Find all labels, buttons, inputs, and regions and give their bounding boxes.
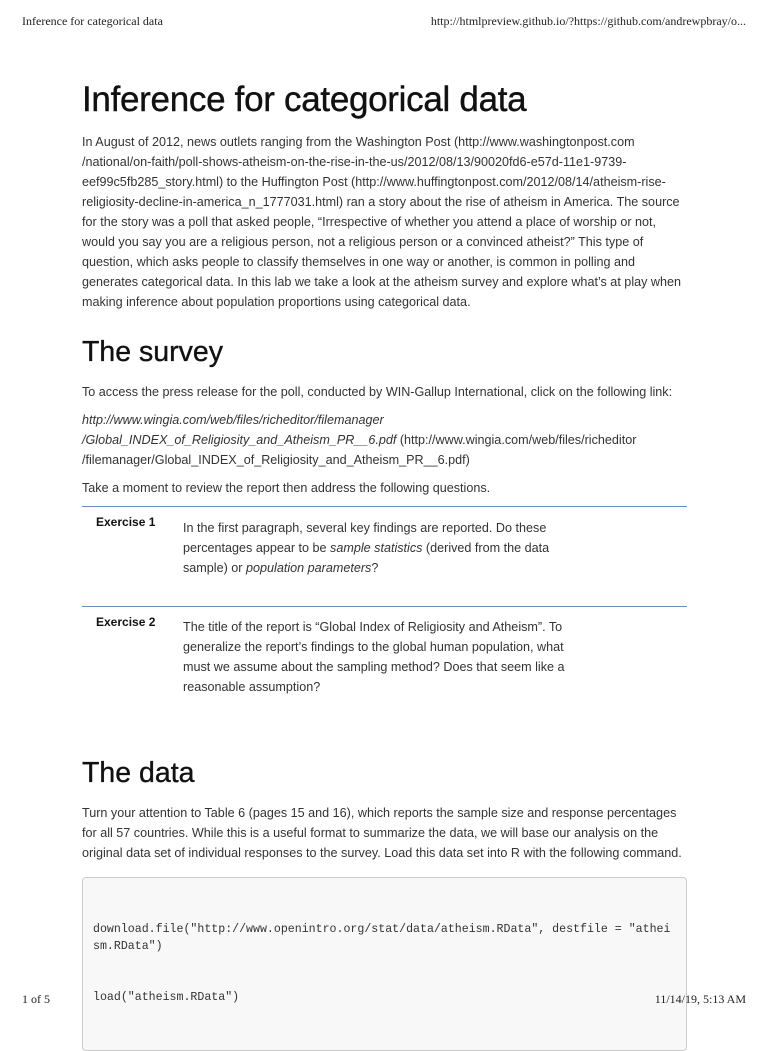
survey-intro-paragraph: To access the press release for the poll, conducted by WIN-Gallup International, click on the following link: [82,385,673,399]
intro-paragraph: In August of 2012, news outlets ranging from the Washington Post (http://www.washingtonpost.com /national/on-faith/poll-shows-atheism-on-the-rise-in-the-us/2012/08/13/90020fd6-e57d-11e1-9739-eef99c5fb285_story.html) to the Huffington Post (http://www.huffingtonpost.com/2012/08/14/atheism-rise-religiosity-decline-in-america_n_1777031.html) ran a story about the rise of atheism in America. The source for the story was a poll that asked people, “Irrespective of whether you attend a place of worship or not, would you say you are a religious person, not a religious person or a convinced atheist?” This type of question, which asks people to classify themselves in one way or another, is common in polling and generates categorical data. In this lab we take a look at the atheism survey and explore what’s at play when making inference about population proportions using categorical data. [82,135,682,309]
exercise-2 [82,606,687,725]
survey-heading: The survey [82,336,223,368]
data-heading: The data [82,757,195,789]
data-paragraph: Turn your attention to Table 6 (pages 15 and 16), which reports the sample size and response percentages for all 57 countries. While this is a useful format to summarize the data, we will base our analysis on the original data set of individual responses to the survey. Load this data set into R with the following command. [82,806,682,860]
exercise-1-emphasis: sample statistics [330,541,423,555]
page-number: 1 of 5 [22,992,50,1006]
exercise-2-label: Exercise 2 [96,615,156,629]
exercise-1-label: Exercise 1 [96,515,156,529]
exercise-1-text-part: In the first paragraph, several key findings are reported. Do these percentages appear to be [183,521,547,555]
report-link[interactable]: http://www.wingia.com/web/files/richeditor/filemanager /Global_INDEX_of_Religiosity_and_Atheism_PR__6.pdf [82,413,397,447]
code-line: load("atheism.RData") [93,991,240,1004]
exercise-1 [82,506,687,606]
print-header-title: Inference for categorical data [22,14,163,28]
report-link-url: (http://www.wingia.com/web/files/richeditor /filemanager/Global_INDEX_of_Religiosity_and_Atheism_PR__6.pdf) [82,433,637,467]
code-block[interactable] [82,877,687,1051]
print-header-url: http://htmlpreview.github.io/?https://github.com/andrewpbray/o... [430,14,746,28]
document-body [82,78,687,1051]
print-footer [22,992,746,1010]
survey-instructions: Take a moment to review the report then address the following questions. [82,481,491,495]
print-header [22,14,746,32]
exercise-1-text [183,517,593,578]
exercise-1-text-part: (derived from the data sample) or [183,541,550,575]
exercise-1-text-part: ? [371,561,379,575]
exercise-2-text: The title of the report is “Global Index of Religiosity and Atheism”. To generalize the report’s findings to the global human population, what must we assume about the sampling method? Does that seem like a reasonable assumption? [183,620,565,694]
report-link-paragraph [82,410,687,470]
page-title: Inference for categorical data [82,80,527,119]
print-timestamp: 11/14/19, 5:13 AM [654,992,746,1006]
exercise-1-emphasis: population parameters [246,561,372,575]
code-line: download.file("http://www.openintro.org/stat/data/atheism.RData", destfile = "atheism.RData") [93,923,671,953]
